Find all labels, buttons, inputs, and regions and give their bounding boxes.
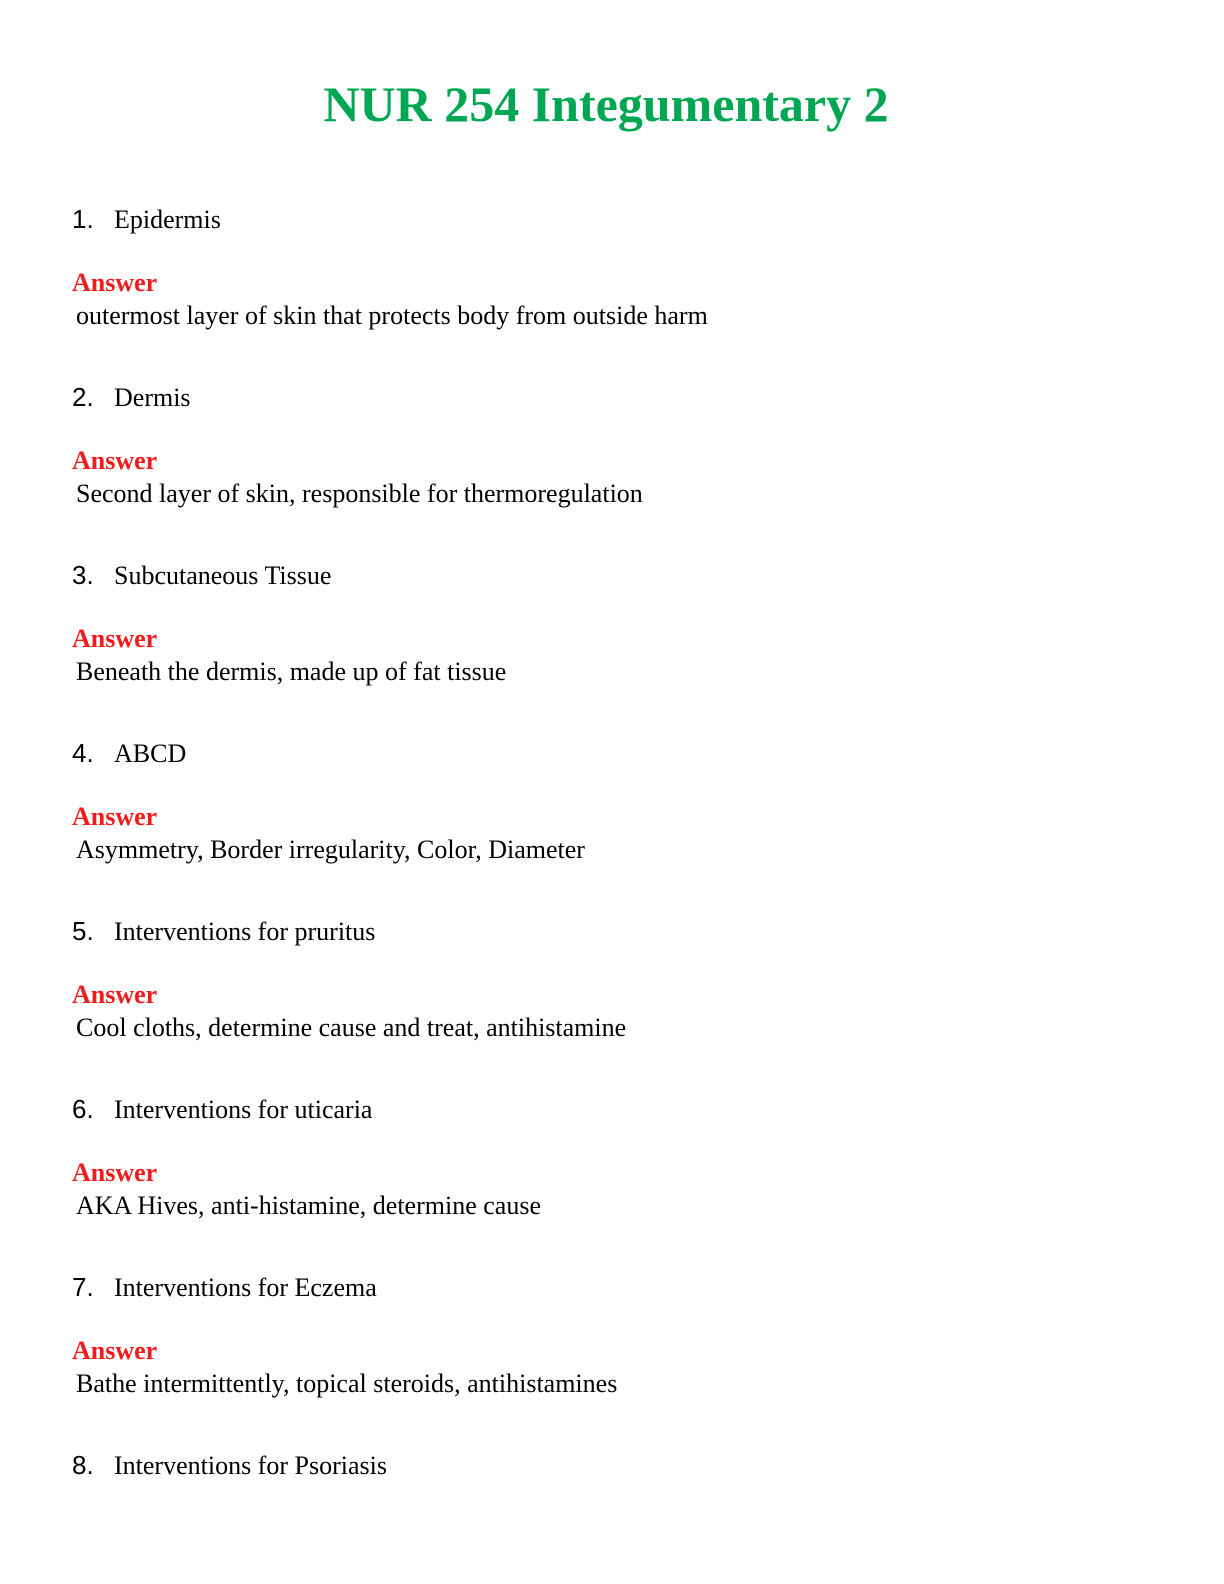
answer-text: Second layer of skin, responsible for thermoregulation — [76, 479, 643, 508]
qa-item-4 — [72, 738, 1172, 866]
question-number: 3. — [72, 560, 94, 590]
qa-item-1 — [72, 204, 1172, 332]
question-number: 7. — [72, 1272, 94, 1302]
answer-label: Answer — [72, 802, 158, 831]
question-text: Interventions for Psoriasis — [114, 1451, 387, 1480]
qa-item-8 — [72, 1450, 1172, 1486]
question-number: 4. — [72, 738, 94, 768]
question-number: 1. — [72, 204, 94, 234]
qa-item-7 — [72, 1272, 1172, 1400]
question-number: 8. — [72, 1450, 94, 1480]
question — [72, 560, 1172, 596]
answer-text: Bathe intermittently, topical steroids, antihistamines — [76, 1369, 618, 1398]
answer-text: Asymmetry, Border irregularity, Color, Diameter — [76, 835, 585, 864]
question — [72, 738, 1172, 774]
answer-text: Beneath the dermis, made up of fat tissue — [76, 657, 507, 686]
question-text: Epidermis — [114, 205, 221, 234]
question-text: ABCD — [114, 739, 187, 768]
question-number: 2. — [72, 382, 94, 412]
question-text: Interventions for uticaria — [114, 1095, 373, 1124]
answer-label: Answer — [72, 980, 158, 1009]
question — [72, 1094, 1172, 1130]
answer-label: Answer — [72, 1336, 158, 1365]
question-text: Interventions for pruritus — [114, 917, 376, 946]
question — [72, 204, 1172, 240]
question-number: 5. — [72, 916, 94, 946]
answer-text: AKA Hives, anti-histamine, determine cause — [76, 1191, 541, 1220]
qa-item-2 — [72, 382, 1172, 510]
question — [72, 1272, 1172, 1308]
question — [72, 1450, 1172, 1486]
question-text: Subcutaneous Tissue — [114, 561, 332, 590]
question-text: Interventions for Eczema — [114, 1273, 377, 1302]
qa-item-3 — [72, 560, 1172, 688]
question-text: Dermis — [114, 383, 191, 412]
answer-label: Answer — [72, 1158, 158, 1187]
page-title: NUR 254 Integumentary 2 — [323, 76, 889, 132]
answer-label: Answer — [72, 446, 158, 475]
question-number: 6. — [72, 1094, 94, 1124]
question — [72, 382, 1172, 418]
answer-text: Cool cloths, determine cause and treat, antihistamine — [76, 1013, 627, 1042]
qa-item-5 — [72, 916, 1172, 1044]
answer-label: Answer — [72, 624, 158, 653]
answer-text: outermost layer of skin that protects body from outside harm — [76, 301, 708, 330]
qa-item-6 — [72, 1094, 1172, 1222]
question — [72, 916, 1172, 952]
answer-label: Answer — [72, 268, 158, 297]
